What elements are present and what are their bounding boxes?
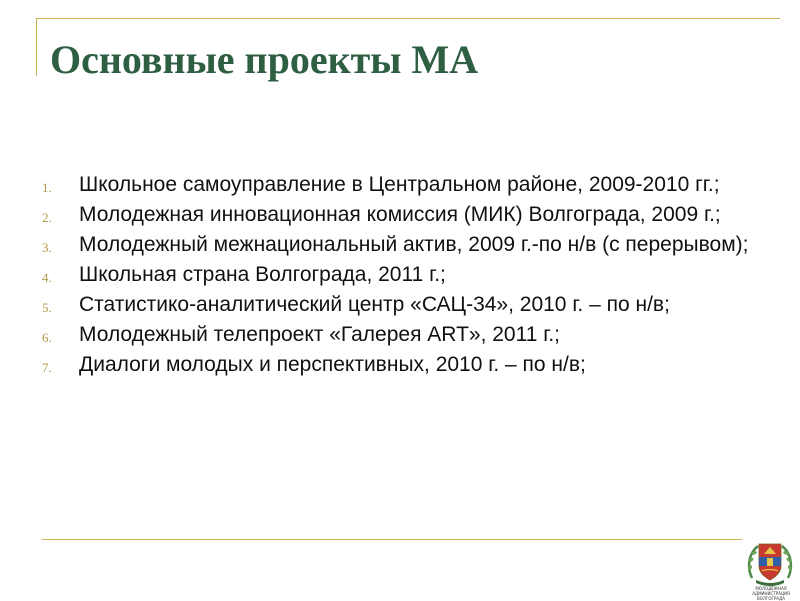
list-item-text: Молодежная инновационная комиссия (МИК) Волгограда, 2009 г.; [79, 203, 721, 226]
list-item-number: 1. [42, 180, 52, 195]
list-item-number: 7. [42, 360, 52, 375]
list-item-text: Школьное самоуправление в Центральном районе, 2009-2010 гг.; [79, 173, 720, 196]
projects-list [42, 172, 772, 382]
logo-caption: МОЛОДЁЖНАЯ АДМИНИСТРАЦИЯ ВОЛГОГРАДА [752, 586, 790, 601]
left-divider [36, 18, 37, 76]
list-item-text: Молодежный телепроект «Галерея ART», 2011 г.; [79, 323, 561, 346]
list-item [42, 352, 772, 377]
list-item [42, 322, 772, 347]
list-item-text: Школьная страна Волгограда, 2011 г.; [79, 263, 446, 286]
list-item-text: Молодежный межнациональный актив, 2009 г.-по н/в (с перерывом); [79, 233, 749, 256]
slide-title: Основные проекты МА [50, 37, 479, 82]
list-item [42, 202, 772, 227]
list-item [42, 292, 772, 317]
list-item-number: 3. [42, 240, 52, 255]
list-item-number: 4. [42, 270, 52, 285]
list-item-number: 2. [42, 210, 52, 225]
list-item-number: 5. [42, 300, 52, 315]
list-item [42, 172, 772, 197]
list-item [42, 232, 772, 257]
list-item-number: 6. [42, 330, 52, 345]
list-item-text: Статистико-аналитический центр «САЦ-34», 2010 г. – по н/в; [79, 293, 670, 316]
bottom-divider [42, 539, 742, 540]
list-item-text: Диалоги молодых и перспективных, 2010 г. – по н/в; [79, 353, 586, 376]
top-divider [36, 18, 780, 19]
list-item [42, 262, 772, 287]
